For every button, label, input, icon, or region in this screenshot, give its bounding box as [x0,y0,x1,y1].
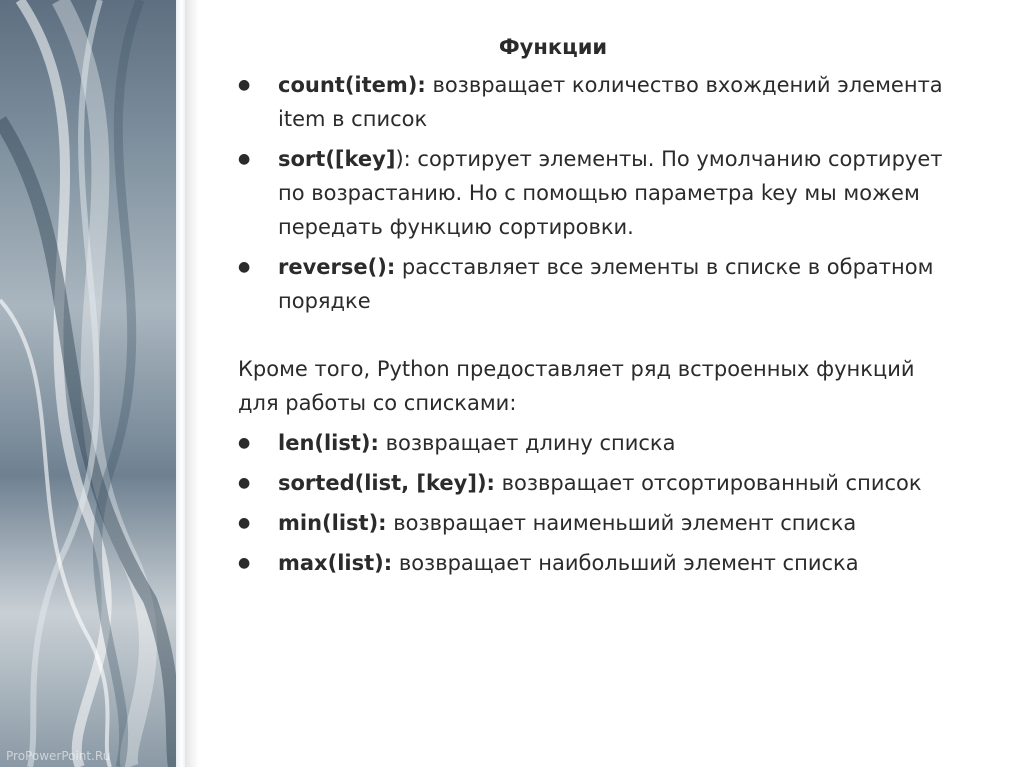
function-name: count(item): [278,73,426,97]
art-shadow [185,0,199,767]
function-description: возвращает длину списка [378,431,676,455]
bullet-icon: ● [238,259,251,275]
list-item [238,250,958,318]
list-item [238,546,958,580]
art-edge-strip [176,0,185,767]
bullet-icon: ● [238,515,251,531]
bullet-icon: ● [238,475,251,491]
function-name: len(list): [278,431,379,455]
bullet-icon: ● [238,555,251,571]
list-item [238,142,958,244]
function-description: возвращает количество вхождений элемента item в список [278,73,943,131]
function-name: sort([key] [278,147,396,171]
builtin-functions-list [238,426,958,580]
function-name: sorted(list, [key]): [278,471,495,495]
function-description: ): сортирует элементы. По умолчанию сортирует по возрастанию. Но с помощью параметра key мы можем передать функцию сортировки. [278,147,943,239]
function-description: расставляет все элементы в списке в обратном порядке [278,255,934,313]
function-description: возвращает наибольший элемент списка [392,551,859,575]
list-item [238,426,958,460]
slide-content [238,30,958,586]
function-name: reverse(): [278,255,396,279]
function-description: возвращает наименьший элемент списка [386,511,857,535]
bullet-icon: ● [238,151,251,167]
watermark-text: ProPowerPoint.Ru [6,749,111,763]
decorative-side-art [0,0,185,767]
function-name: min(list): [278,511,387,535]
bullet-icon: ● [238,435,251,451]
function-description: возвращает отсортированный список [494,471,922,495]
list-item [238,466,958,500]
bullet-icon: ● [238,77,251,93]
abstract-swirl-graphic [0,0,185,767]
list-item [238,68,958,136]
list-item [238,506,958,540]
function-name: max(list): [278,551,393,575]
slide-heading: Функции [498,35,608,59]
intro-paragraph: Кроме того, Python предоставляет ряд встроенных функций для работы со списками: [238,357,915,415]
list-methods [238,68,958,318]
